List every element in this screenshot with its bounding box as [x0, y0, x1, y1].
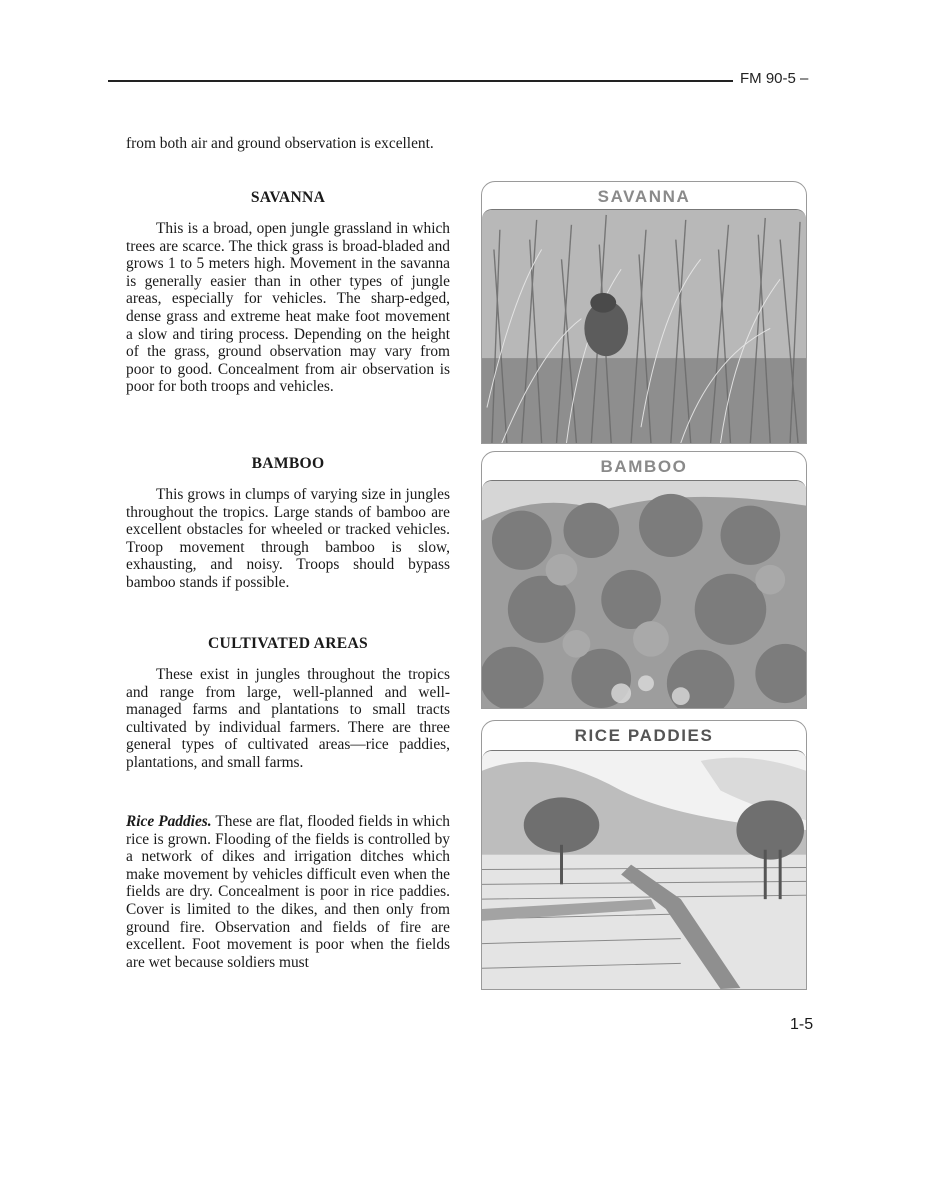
rice-paddies-runin: Rice Paddies.: [126, 813, 212, 830]
cultivated-heading: CULTIVATED AREAS: [207, 635, 369, 652]
savanna-figure: [481, 181, 807, 444]
savanna-paragraph: This is a broad, open jungle grassland in which trees are scarce. The thick grass is broad-bladed and grows 1 to 5 meters high. Movement in the savanna is generally easier than in other types of jungle areas, especially for vehicles. The sharp-edged, dense grass and extreme heat make foot movement a slow and tiring process. Depending on the height of the grass, ground observation may vary from poor to good. Concealment from air observation is poor for both troops and vehicles.: [126, 220, 450, 396]
intro-paragraph: from both air and ground observation is excellent.: [126, 135, 434, 152]
savanna-photo: [482, 209, 806, 443]
intro-paragraph-block: [126, 135, 450, 153]
bamboo-heading: BAMBOO: [251, 455, 325, 472]
rice-paddies-figure-label: RICE PADDIES: [574, 726, 714, 745]
header-rule: [108, 80, 733, 82]
savanna-section: [126, 220, 450, 396]
rice-paddies-text: These are flat, flooded fields in which rice is grown. Flooding of the fields is controlled by a network of dikes and irrigation ditches which make movement by vehicles difficult even when the fields are dry. Concealment is poor in rice paddies. Cover is limited to the dikes, and then only from ground fire. Observation and fields of fire are excellent. Foot movement is poor when the fields are wet because soldiers must: [126, 813, 451, 971]
rice-paddies-figure: [481, 720, 807, 990]
bamboo-paragraph: This grows in clumps of varying size in jungles throughout the tropics. Large stands of bamboo are excellent obstacles for wheeled or tracked vehicles. Troop movement through bamboo is slow, exhausting, and noisy. Troops should bypass bamboo stands if possible.: [126, 486, 450, 591]
cultivated-paragraph: These exist in jungles throughout the tropics and range from large, well-planned and well-managed farms and plantations to small tracts cultivated by individual farmers. There are three general types of cultivated areas—rice paddies, plantations, and small farms.: [126, 666, 450, 771]
rice-paddies-illustration: [482, 750, 806, 989]
document-id: FM 90-5 –: [740, 70, 809, 87]
bamboo-photo: [482, 480, 806, 708]
rice-paddies-paragraph: [126, 813, 450, 971]
rice-paddies-section: [126, 813, 450, 971]
cultivated-section: [126, 666, 450, 772]
savanna-figure-label: SAVANNA: [597, 187, 691, 206]
savanna-heading: SAVANNA: [250, 189, 326, 206]
bamboo-section: [126, 486, 450, 592]
page-number: 1-5: [790, 1016, 814, 1033]
bamboo-figure-label: BAMBOO: [600, 457, 688, 476]
bamboo-figure: [481, 451, 807, 709]
